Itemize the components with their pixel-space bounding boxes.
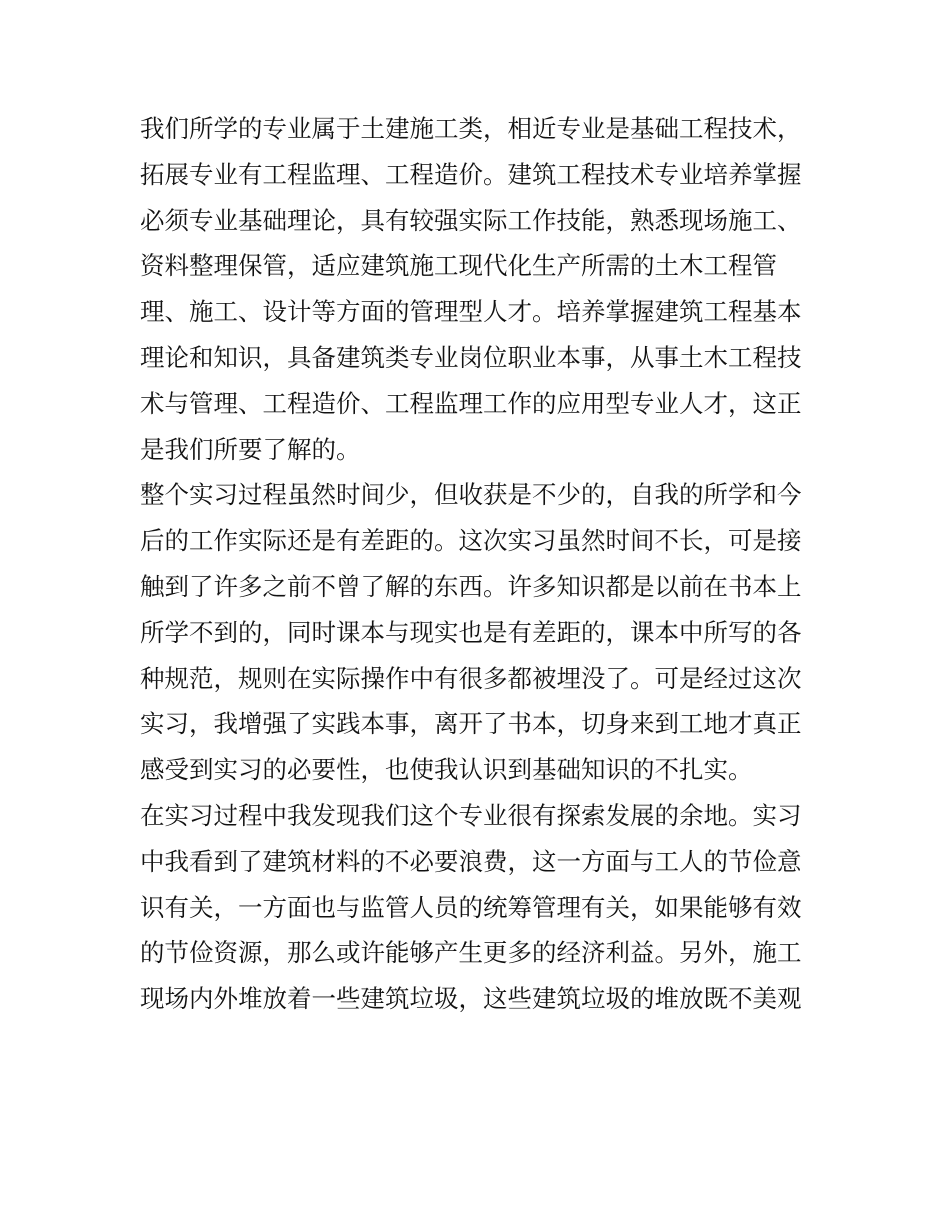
document-body: [140, 106, 820, 1022]
text-line: 后的工作实际还是有差距的。这次实习虽然时间不长，可是接: [140, 526, 802, 556]
text-line: 整个实习过程虽然时间少，但收获是不少的，自我的所学和今: [140, 480, 802, 510]
text-line: 所学不到的，同时课本与现实也是有差距的，课本中所写的各: [140, 617, 802, 647]
text-line: 理、施工、设计等方面的管理型人才。培养掌握建筑工程基本: [140, 297, 802, 327]
text-line: 感受到实习的必要性，也使我认识到基础知识的不扎实。: [140, 755, 753, 785]
text-line: 理论和知识，具备建筑类专业岗位职业本事，从事土木工程技: [140, 342, 802, 372]
text-line: 是我们所要了解的。: [140, 434, 361, 464]
text-line: 种规范，规则在实际操作中有很多都被埋没了。可是经过这次: [140, 663, 802, 693]
paragraph-1: [140, 106, 820, 472]
text-line: 拓展专业有工程监理、工程造价。建筑工程技术专业培养掌握: [140, 159, 802, 189]
text-line: 现场内外堆放着一些建筑垃圾，这些建筑垃圾的堆放既不美观: [140, 984, 802, 1014]
paragraph-3: [140, 793, 820, 1022]
paragraph-2: [140, 472, 820, 793]
text-line: 我们所学的专业属于土建施工类，相近专业是基础工程技术，: [140, 114, 802, 143]
text-line: 必须专业基础理论，具有较强实际工作技能，熟悉现场施工、: [140, 205, 802, 235]
text-line: 的节俭资源，那么或许能够产生更多的经济利益。另外，施工: [140, 938, 802, 968]
text-line: 触到了许多之前不曾了解的东西。许多知识都是以前在书本上: [140, 571, 802, 601]
text-line: 术与管理、工程造价、工程监理工作的应用型专业人才，这正: [140, 388, 802, 418]
text-line: 识有关，一方面也与监管人员的统筹管理有关，如果能够有效: [140, 892, 802, 922]
text-line: 资料整理保管，适应建筑施工现代化生产所需的土木工程管: [140, 251, 777, 281]
text-line: 中我看到了建筑材料的不必要浪费，这一方面与工人的节俭意: [140, 846, 802, 876]
text-line: 在实习过程中我发现我们这个专业很有探索发展的余地。实习: [140, 800, 802, 830]
text-line: 实习，我增强了实践本事，离开了书本，切身来到工地才真正: [140, 709, 802, 739]
